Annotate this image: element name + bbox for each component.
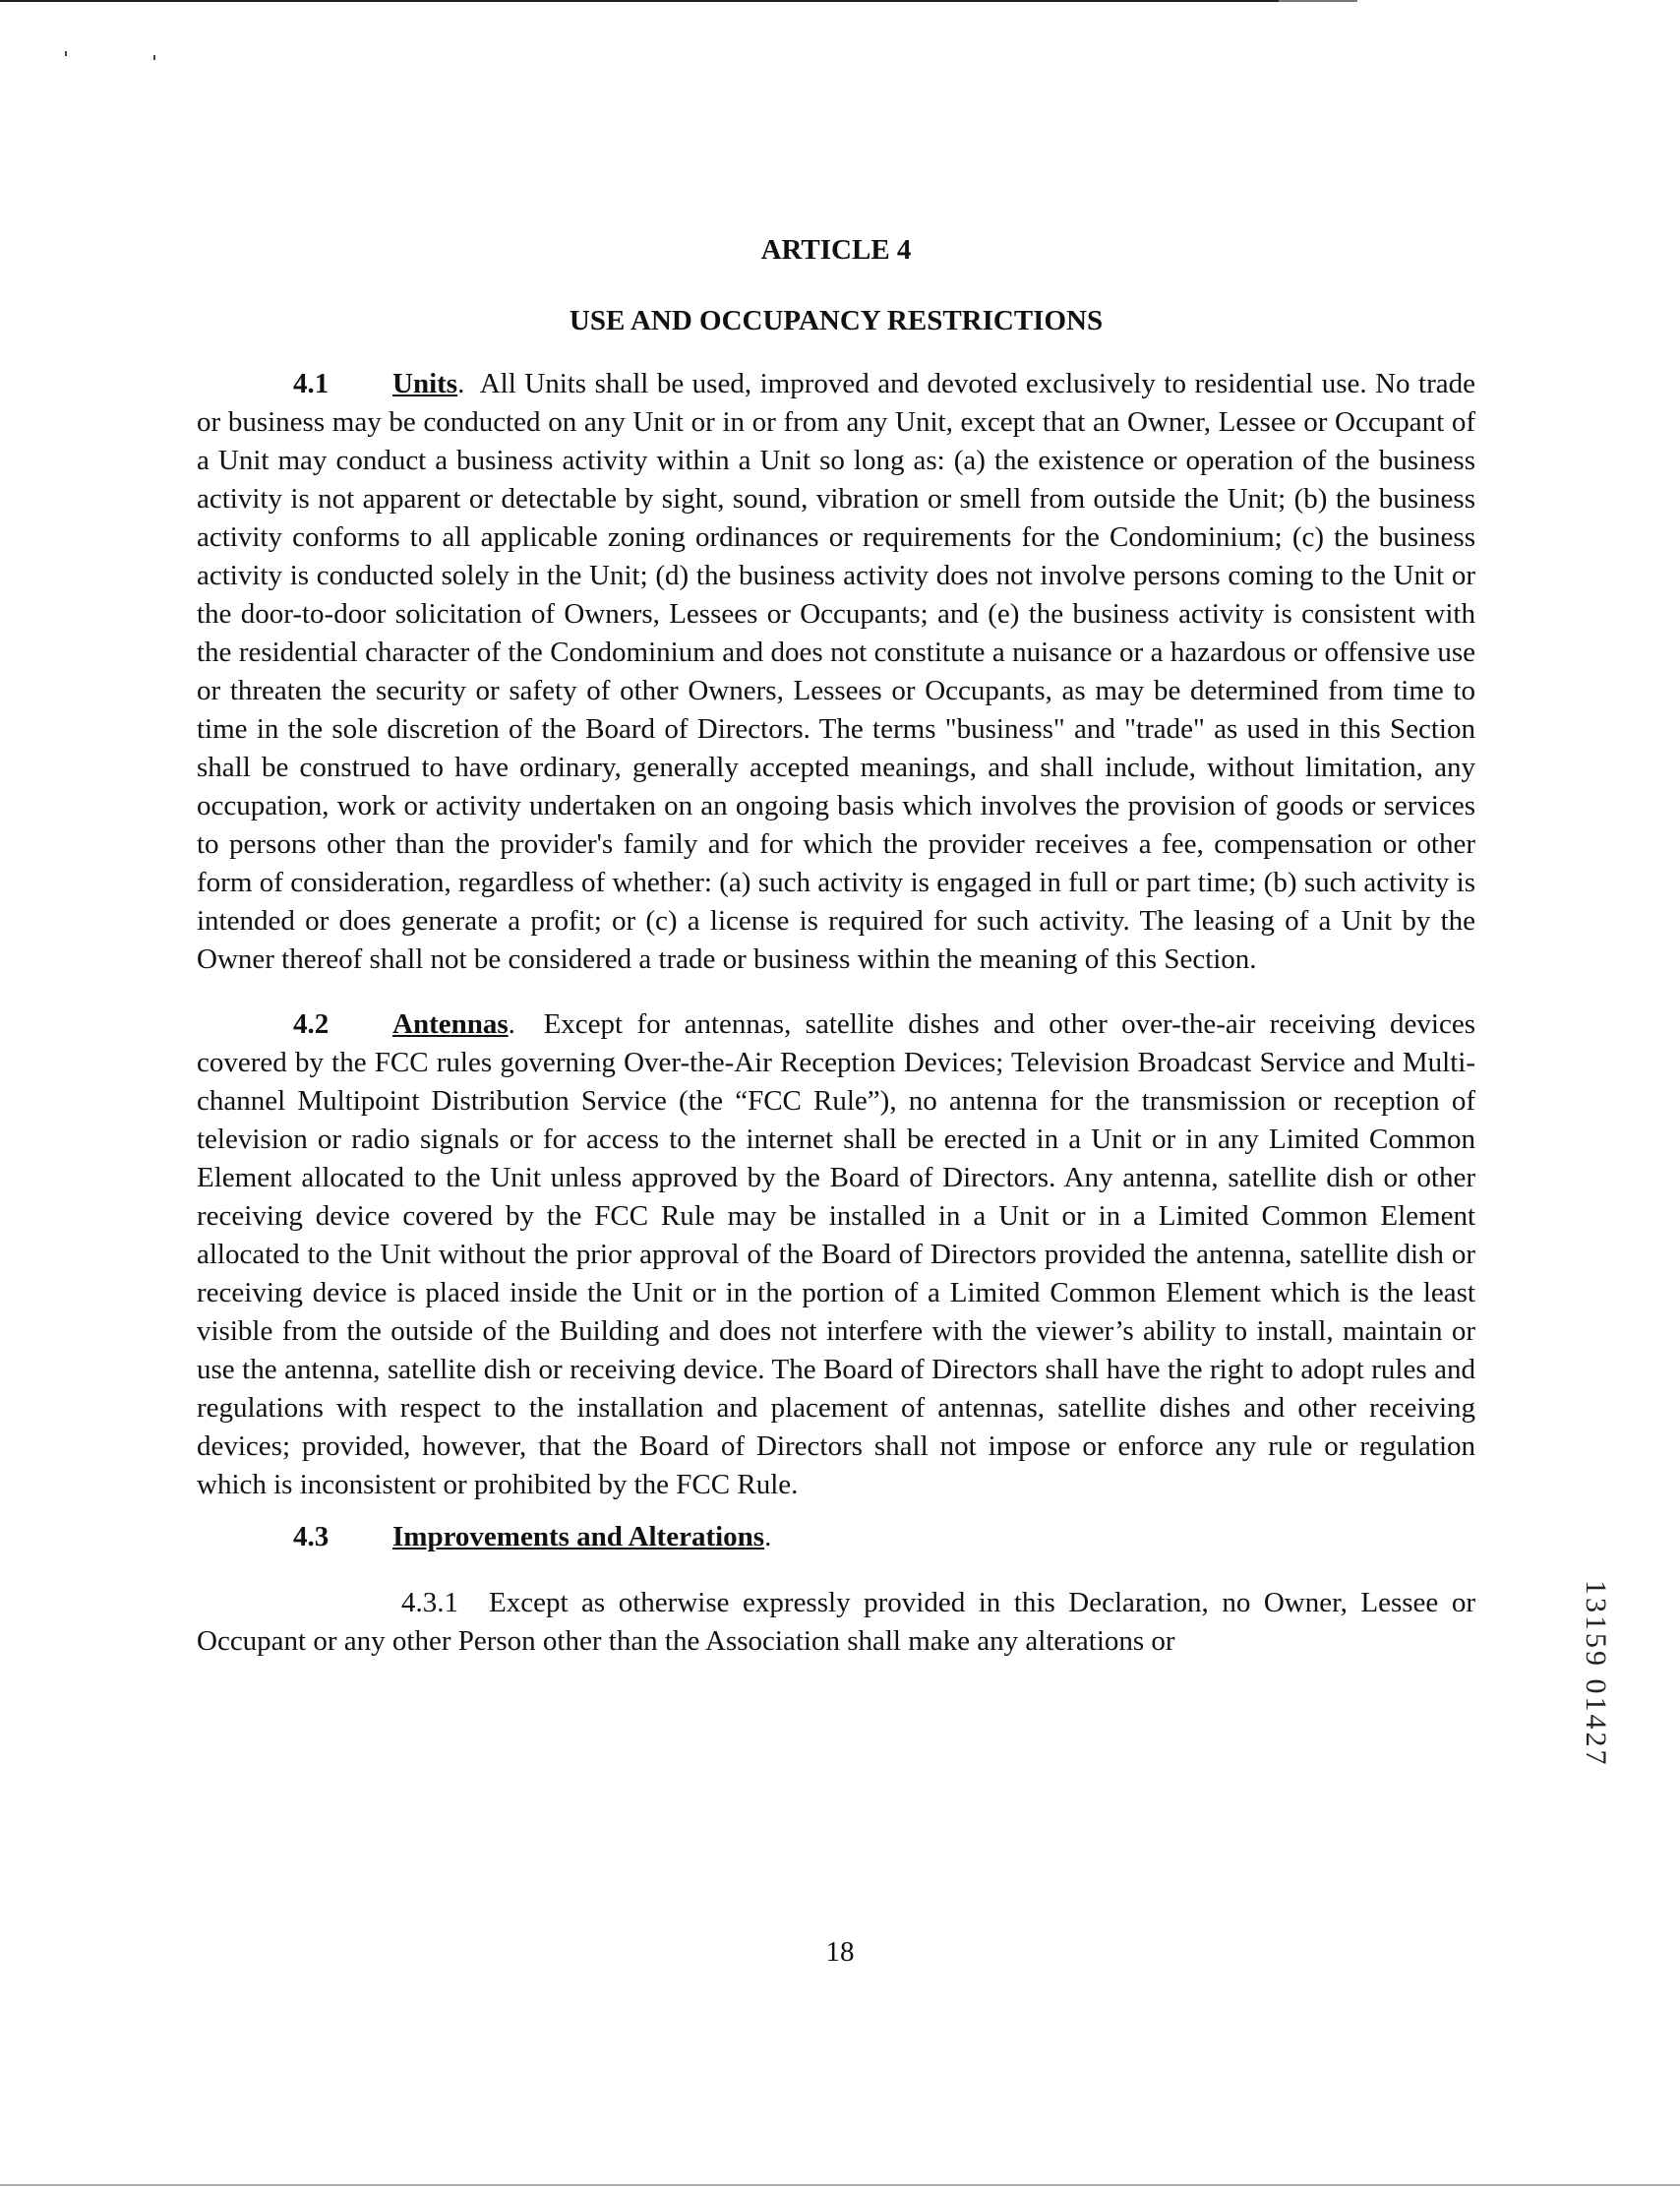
margin-recording-stamp [1580,1580,1615,1836]
article-title: ARTICLE 4 [760,234,912,266]
section-4-3-1 [197,1584,1475,1661]
section-heading-punct: . [508,1008,515,1040]
scan-speck [65,51,67,56]
section-4-3 [197,1518,1475,1556]
bottom-scan-edge [0,2184,1680,2186]
section-heading-punct: . [764,1521,772,1552]
subsection-number: 4.3.1 [401,1587,458,1618]
top-scan-edge [0,0,1357,2]
section-4-1 [197,365,1475,979]
section-4-2 [197,1005,1475,1504]
section-body: Except for antennas, satellite dishes and other over-the-air receiving devices covered by the FCC rules governing Over-the-Air Reception Devices; Television Broadcast Service and Multi-channel Multipoint Distribution Service (the “FCC Rule”), no antenna for the transmission or reception of television or radio signals or for access to the internet shall be erected in a Unit or in any Limited Common Element allocated to the Unit unless approved by the Board of Directors. Any antenna, satellite dish or other receiving device covered by the FCC Rule may be installed in a Unit or in a Limited Common Element allocated to the Unit without the prior approval of the Board of Directors provided the antenna, satellite dish or receiving device is placed inside the Unit or in the portion of a Limited Common Element which is the least visible from the outside of the Building and does not interfere with the viewer’s ability to install, maintain or use the antenna, satellite dish or receiving device. The Board of Directors shall have the right to adopt rules and regulations with respect to the installation and placement of antennas, satellite dishes and other receiving devices; provided, however, that the Board of Directors shall not impose or enforce any rule or regulation which is inconsistent or prohibited by the FCC Rule. [197,1008,1475,1500]
section-heading: Antennas [392,1008,509,1040]
top-scan-edge-faint [1279,0,1357,2]
subsection-body: Except as otherwise expressly provided in this Declaration, no Owner, Lessee or Occupant or any other Person other than the Association shall make any alterations or [197,1587,1475,1657]
section-number: 4.3 [293,1521,330,1552]
section-heading: Improvements and Alterations [392,1521,765,1552]
section-heading-punct: . [457,368,465,399]
page-number: 18 [825,1936,855,1968]
margin-stamp-text: 13159 01427 [1580,1580,1612,1768]
section-body: All Units shall be used, improved and devoted exclusively to residential use. No trade or business may be conducted on any Unit or in or from any Unit, except that an Owner, Lessee or Occupant of a Unit may conduct a business activity within a Unit so long as: (a) the existence or operation of the business activity is not apparent or detectable by sight, sound, vibration or smell from outside the Unit; (b) the business activity conforms to all applicable zoning ordinances or requirements for the Condominium; (c) the business activity is conducted solely in the Unit; (d) the business activity does not involve persons coming to the Unit or the door-to-door solicitation of Owners, Lessees or Occupants; and (e) the business activity is consistent with the residential character of the Condominium and does not constitute a nuisance or a hazardous or offensive use or threaten the security or safety of other Owners, Lessees or Occupants, as may be determined from time to time in the sole discretion of the Board of Directors. The terms "business" and "trade" as used in this Section shall be construed to have ordinary, generally accepted meanings, and shall include, without limitation, any occupation, work or activity undertaken on an ongoing basis which involves the provision of goods or services to persons other than the provider's family and for which the provider receives a fee, compensation or other form of consideration, regardless of whether: (a) such activity is engaged in full or part time; (b) such activity is intended or does generate a profit; or (c) a license is required for such activity. The leasing of a Unit by the Owner thereof shall not be considered a trade or business within the meaning of this Section. [197,368,1475,975]
section-heading: Units [392,368,458,399]
scan-speck [153,55,155,60]
article-subtitle: USE AND OCCUPANCY RESTRICTIONS [569,305,1104,336]
document-page [197,232,1475,1661]
section-number: 4.1 [293,368,330,399]
section-number: 4.2 [293,1008,330,1040]
